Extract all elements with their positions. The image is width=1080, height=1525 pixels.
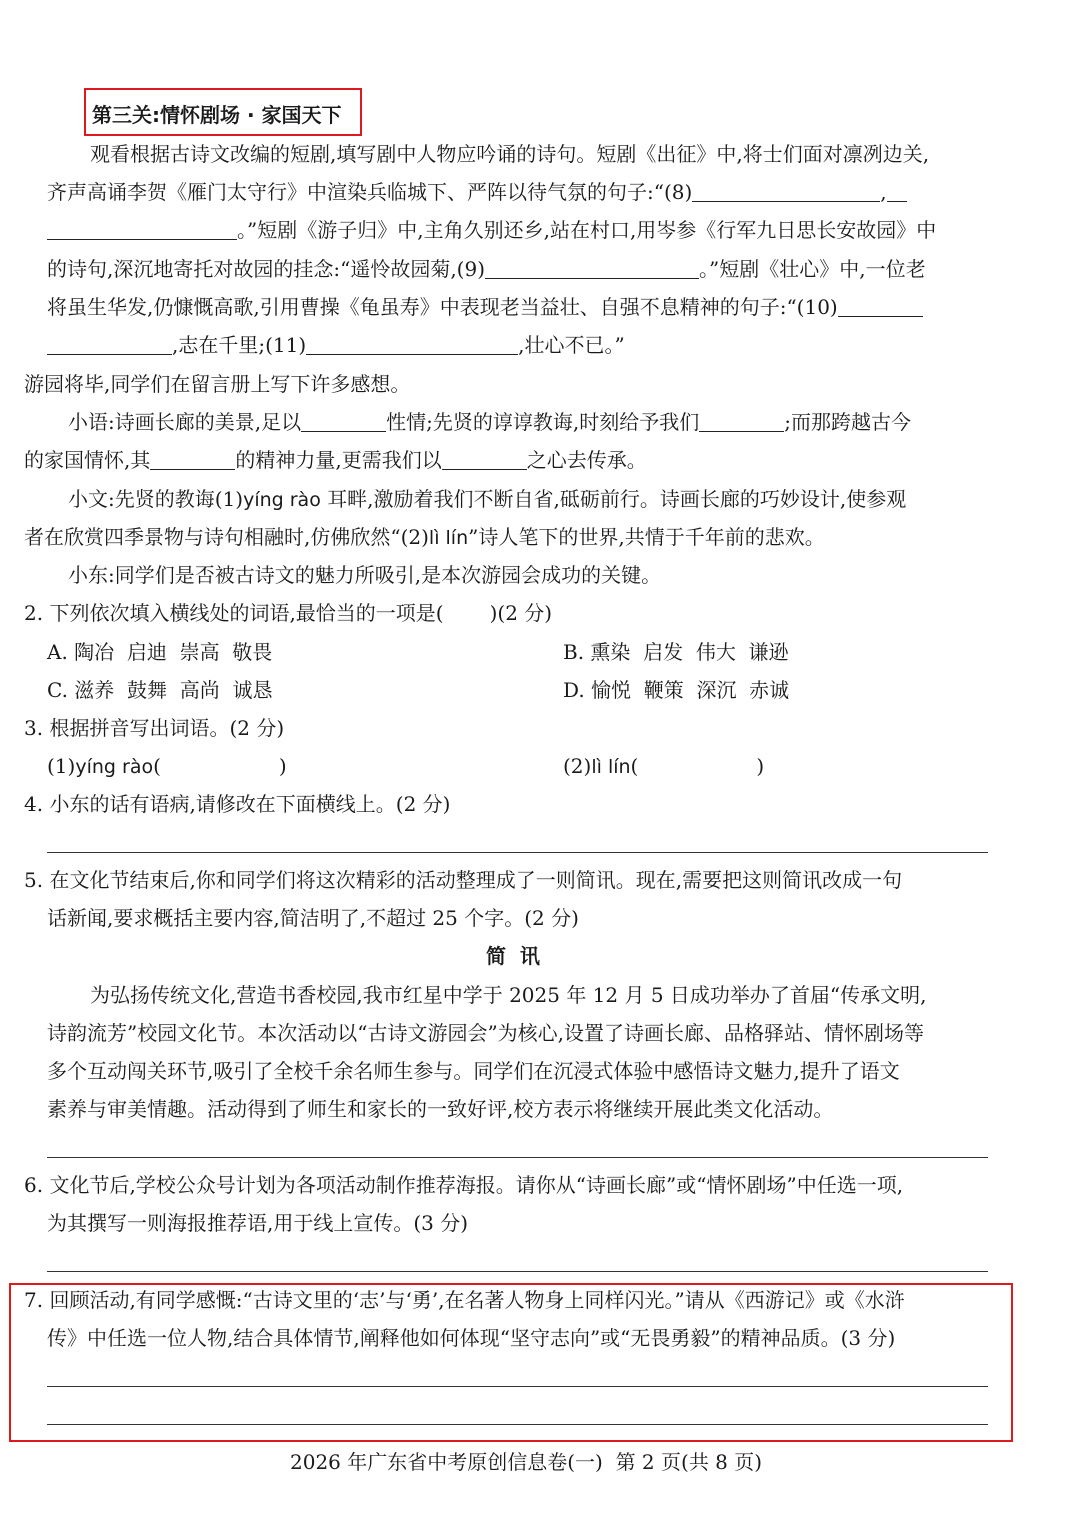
blank-word-4[interactable] (442, 449, 527, 470)
blank-word-2[interactable] (699, 411, 784, 432)
q3-item-2: (2)lì lín( ) (563, 754, 765, 778)
q7-answer-line-2[interactable] (47, 1424, 988, 1425)
brief-line-2: 诗韵流芳”校园文化节。本次活动以“古诗文游园会”为核心,设置了诗画长廊、品格驿站、情怀剧场等 (47, 1021, 925, 1045)
passage-line-3: 。”短剧《游子归》中,主角久别还乡,站在村口,用岑参《行军九日思长安故园》中 (47, 217, 936, 243)
xiaodong-line: 小东:同学们是否被古诗文的魅力所吸引,是本次游园会成功的关键。 (68, 563, 662, 587)
blank-8a[interactable] (692, 181, 880, 202)
xiaoyu-line-2: 的家国情怀,其 的精神力量,更需我们以 之心去传承。 (24, 448, 647, 472)
blank-8b[interactable] (887, 181, 907, 202)
option-d[interactable]: D. 愉悦 鞭策 深沉 赤诚 (563, 678, 790, 702)
q6-answer-line[interactable] (47, 1271, 988, 1272)
blank-10a[interactable] (838, 296, 923, 317)
option-b[interactable]: B. 熏染 启发 伟大 谦逊 (563, 640, 789, 664)
xiaoyu-line-1: 小语:诗画长廊的美景,足以 性情;先贤的谆谆教诲,时刻给予我们 ;而那跨越古今 (68, 410, 911, 434)
q7-answer-line-1[interactable] (47, 1386, 988, 1387)
brief-line-3: 多个互动闯关环节,吸引了全校千余名师生参与。同学们在沉浸式体验中感悟诗文魅力,提升了语文 (47, 1059, 900, 1083)
brief-title: 简 讯 (486, 944, 540, 968)
passage-line-1: 观看根据古诗文改编的短剧,填写剧中人物应吟诵的诗句。短剧《出征》中,将士们面对凛冽边关, (90, 142, 930, 166)
question-3-stem: 3. 根据拼音写出词语。(2 分) (24, 716, 285, 740)
intro-line: 游园将毕,同学们在留言册上写下许多感想。 (24, 372, 411, 396)
question-2-stem: 2. 下列依次填入横线处的词语,最恰当的一项是( )(2 分) (24, 601, 553, 625)
q3-item-1: (1)yíng rào( ) (47, 754, 287, 778)
question-5-line-1: 5. 在文化节结束后,你和同学们将这次精彩的活动整理成了一则简讯。现在,需要把这则简讯改成一句 (24, 868, 903, 892)
question-6-line-2: 为其撰写一则海报推荐语,用于线上宣传。(3 分) (47, 1211, 469, 1235)
blank-word-1[interactable] (301, 411, 386, 432)
xiaowen-line-2: 者在欣赏四季景物与诗句相融时,仿佛欣然“(2)lì lín”诗人笔下的世界,共情于千年前的悲欢。 (24, 525, 825, 549)
blank-9[interactable] (485, 258, 699, 279)
question-7-line-1: 7. 回顾活动,有同学感慨:“古诗文里的‘志’与‘勇’,在名著人物身上同样闪光。”请从《西游记》或《水浒 (24, 1288, 905, 1312)
pinyin-2: lì lín (428, 527, 469, 549)
blank-word-3[interactable] (150, 449, 235, 470)
passage-line-4: 的诗句,深沉地寄托对故园的挂念:“遥怜故园菊,(9) 。”短剧《壮心》中,一位老 (47, 257, 926, 281)
question-4-stem: 4. 小东的话有语病,请修改在下面横线上。(2 分) (24, 792, 451, 816)
passage-line-2: 齐声高诵李贺《雁门太守行》中渲染兵临城下、严阵以待气氛的句子:“(8) , (47, 179, 907, 205)
question-5-line-2: 话新闻,要求概括主要内容,简洁明了,不超过 25 个字。(2 分) (47, 906, 579, 930)
q5-answer-line[interactable] (47, 1157, 988, 1158)
question-7-line-2: 传》中任选一位人物,结合具体情节,阐释他如何体现“坚守志向”或“无畏勇毅”的精神品质。(3 分) (47, 1326, 896, 1350)
page-footer: 2026 年广东省中考原创信息卷(一) 第 2 页(共 8 页) (290, 1450, 763, 1474)
brief-line-4: 素养与审美情趣。活动得到了师生和家长的一致好评,校方表示将继续开展此类文化活动。 (47, 1097, 834, 1121)
brief-line-1: 为弘扬传统文化,营造书香校园,我市红星中学于 2025 年 12 月 5 日成功举办了首届“传承文明, (90, 983, 927, 1007)
pinyin-1: yíng rào (243, 489, 321, 511)
blank-11[interactable] (306, 334, 518, 355)
blank-8c[interactable] (47, 219, 237, 240)
xiaowen-line-1: 小文:先贤的教诲(1)yíng rào 耳畔,激励着我们不断自省,砥砺前行。诗画长廊的巧妙设计,使参观 (68, 487, 907, 511)
section-title: 第三关:情怀剧场 · 家国天下 (92, 103, 342, 127)
passage-line-6: ,志在千里;(11) ,壮心不已。” (47, 332, 625, 358)
q4-answer-line[interactable] (47, 852, 988, 853)
question-6-line-1: 6. 文化节后,学校公众号计划为各项活动制作推荐海报。请你从“诗画长廊”或“情怀剧场”中任选一项, (24, 1173, 904, 1197)
option-c[interactable]: C. 滋养 鼓舞 高尚 诚恳 (47, 678, 273, 702)
passage-line-5: 将虽生华发,仍慷慨高歌,引用曹操《龟虽寿》中表现老当益壮、自强不息精神的句子:“(10) (47, 294, 923, 320)
option-a[interactable]: A. 陶冶 启迪 崇高 敬畏 (47, 640, 273, 664)
blank-10b[interactable] (47, 334, 172, 355)
